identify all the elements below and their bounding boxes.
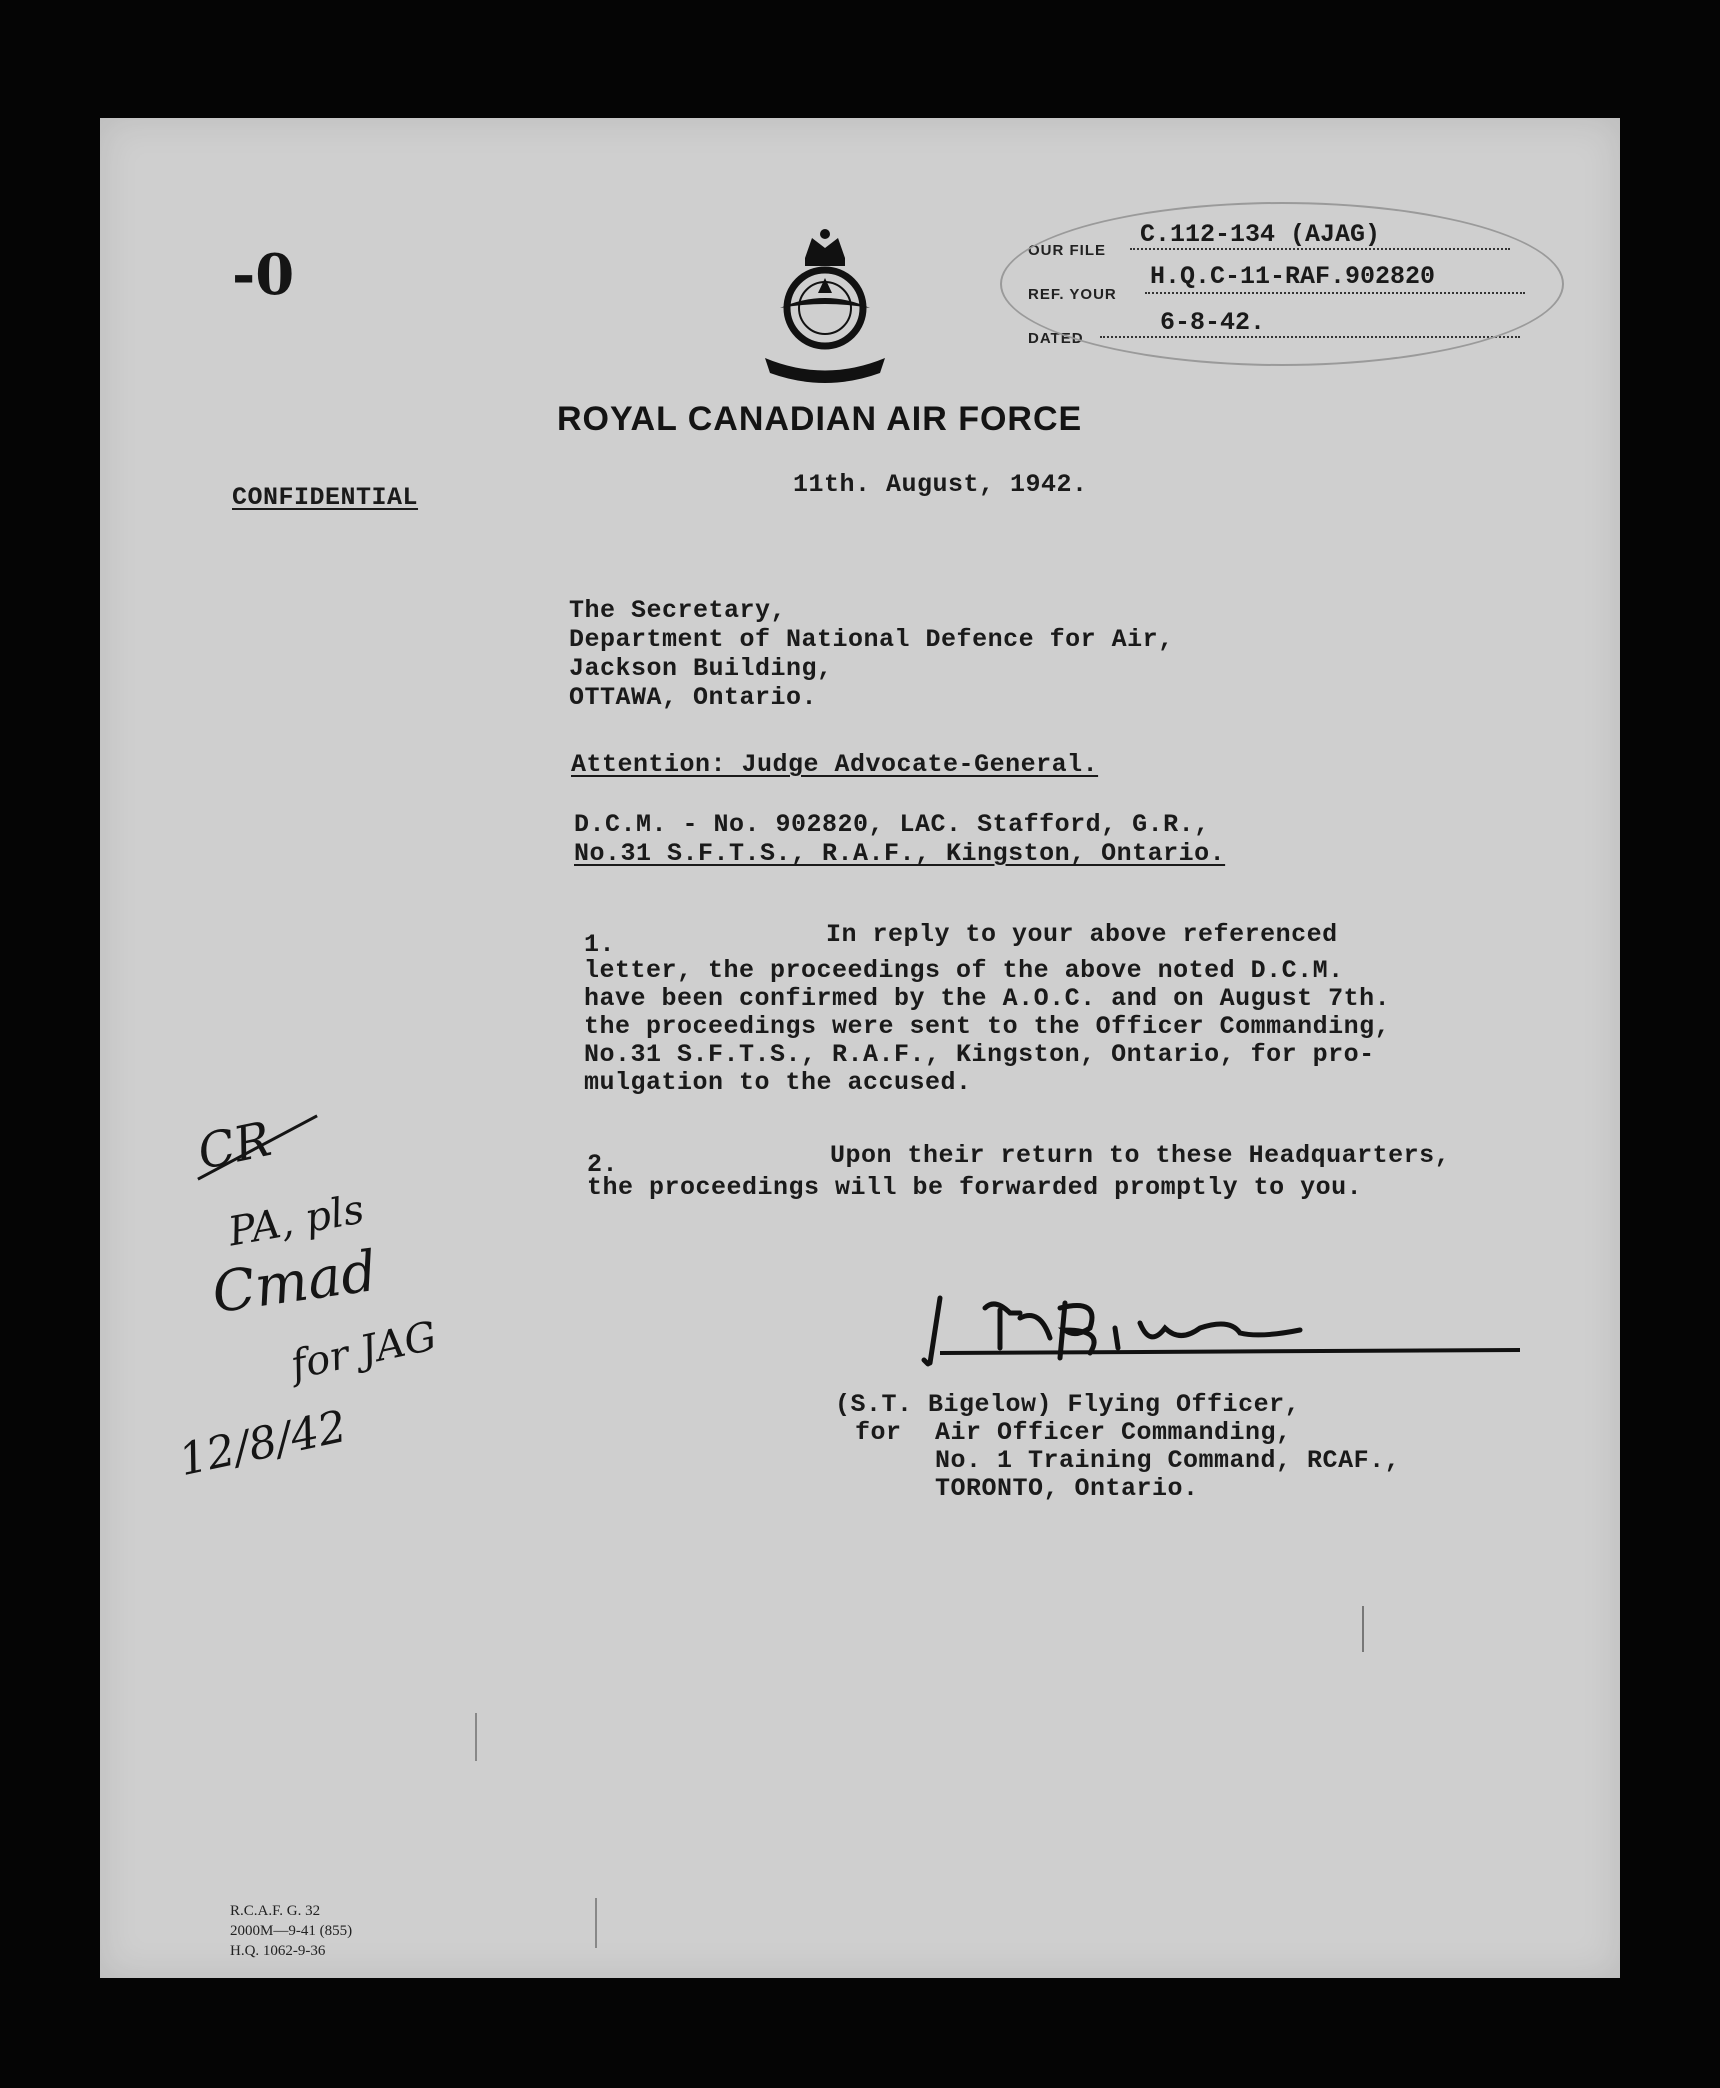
classification-label: CONFIDENTIAL	[232, 483, 419, 512]
signatory-title: Air Officer Commanding,	[935, 1418, 1292, 1447]
for-label: for	[855, 1418, 902, 1447]
addressee-line: Department of National Defence for Air,	[569, 625, 1174, 654]
signatory-location: TORONTO, Ontario.	[935, 1474, 1199, 1503]
paragraph-line: In reply to your above referenced	[826, 920, 1338, 949]
margin-note-pa: PA, pls	[225, 1186, 368, 1256]
ref-your-label: REF. YOUR	[1028, 286, 1117, 303]
subject-line-1: D.C.M. - No. 902820, LAC. Stafford, G.R.,	[574, 810, 1210, 839]
form-number-3: H.Q. 1062-9-36	[230, 1943, 326, 1959]
paragraph-number: 2.	[587, 1150, 619, 1179]
our-file-value: C.112-134 (AJAG)	[1140, 220, 1381, 249]
addressee-line: OTTAWA, Ontario.	[569, 683, 818, 712]
our-file-label: OUR FILE	[1028, 242, 1106, 259]
paragraph-line: have been confirmed by the A.O.C. and on August 7th.	[584, 984, 1391, 1013]
scan-mark	[475, 1713, 477, 1761]
dated-value: 6-8-42.	[1160, 308, 1266, 337]
addressee-line: The Secretary,	[569, 596, 787, 625]
attention-line: Attention: Judge Advocate-General.	[571, 750, 1099, 779]
form-number-1: R.C.A.F. G. 32	[230, 1903, 321, 1919]
signatory-name: (S.T. Bigelow) Flying Officer,	[835, 1390, 1301, 1419]
file-mark: -0	[232, 242, 295, 308]
letter-date: 11th. August, 1942.	[793, 470, 1088, 499]
margin-note-jag: for JAG	[286, 1313, 441, 1389]
dated-label: DATED	[1028, 330, 1084, 347]
oval-stamp	[1000, 202, 1564, 366]
paragraph-number: 1.	[584, 930, 616, 959]
addressee-line: Jackson Building,	[569, 654, 833, 683]
subject-line-2: No.31 S.F.T.S., R.A.F., Kingston, Ontario.	[574, 839, 1226, 868]
signatory-command: No. 1 Training Command, RCAF.,	[935, 1446, 1401, 1475]
scan-mark	[595, 1898, 597, 1948]
form-number-2: 2000M—9-41 (855)	[230, 1923, 353, 1939]
paragraph-line: the proceedings were sent to the Officer Commanding,	[584, 1012, 1391, 1041]
margin-note-date: 12/8/42	[174, 1400, 352, 1487]
paragraph-line: mulgation to the accused.	[584, 1068, 972, 1097]
margin-note-cr: CR	[192, 1111, 276, 1181]
margin-note-initials: Cmad	[208, 1238, 381, 1327]
paragraph-line: letter, the proceedings of the above noted D.C.M.	[584, 956, 1344, 985]
paragraph-line: Upon their return to these Headquarters,	[830, 1141, 1451, 1170]
scan-mark	[1362, 1606, 1364, 1652]
ref-your-value: H.Q.C-11-RAF.902820	[1150, 262, 1436, 291]
org-title: ROYAL CANADIAN AIR FORCE	[557, 400, 1083, 438]
handwritten-signature	[900, 1268, 1520, 1378]
rcaf-crest-icon	[760, 228, 890, 388]
paragraph-line: the proceedings will be forwarded promptly to you.	[587, 1173, 1363, 1202]
letter-page	[100, 118, 1620, 1978]
paragraph-line: No.31 S.F.T.S., R.A.F., Kingston, Ontario, for pro-	[584, 1040, 1375, 1069]
